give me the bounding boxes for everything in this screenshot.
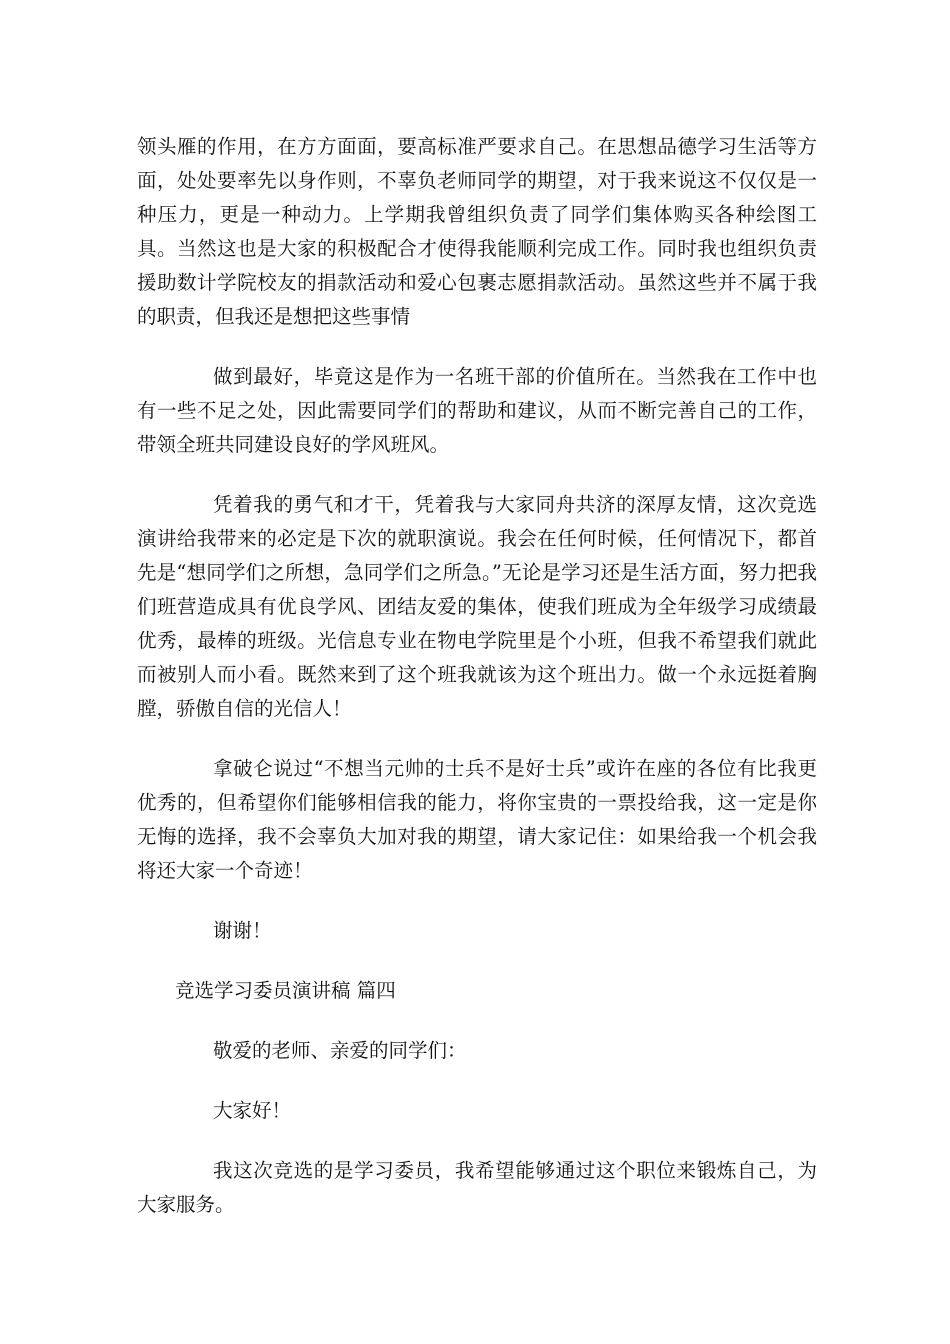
section-heading: 竞选学习委员演讲稿 篇四: [175, 979, 396, 1002]
thanks-line: 谢谢！: [213, 919, 272, 942]
paragraph-4: 拿破仑说过“不想当元帅的士兵不是好士兵”或许在座的各位有比我更优秀的，但希望你们能够相信我的能力，将你宝贵的一票投给我，这一定是你无悔的选择，我不会辜负大加对我的期望，请大家记住：如果给我一个机会我将还大家一个奇迹！: [137, 757, 817, 882]
paragraph-5: 我这次竞选的是学习委员，我希望能够通过这个职位来锻炼自己，为大家服务。: [137, 1159, 817, 1216]
paragraph-3: 凭着我的勇气和才干，凭着我与大家同舟共济的深厚友情，这次竞选演讲给我带来的必定是下次的就职演说。我会在任何时候，任何情况下，都首先是“想同学们之所想，急同学们之所急。”无论是学习还是生活方面，努力把我们班营造成具有优良学风、团结友爱的集体，使我们班成为全年级学习成绩最优秀，最棒的班级。光信息专业在物电学院里是个小班，但我不希望我们就此而被别人而小看。既然来到了这个班我就该为这个班出力。做一个永远挺着胸膛，骄傲自信的光信人！: [137, 493, 817, 720]
document-body: [137, 130, 817, 1248]
salutation: 敬爱的老师、亲爱的同学们：: [213, 1039, 467, 1062]
paragraph-1: 领头雁的作用，在方方面面，要高标准严要求自己。在思想品德学习生活等方面，处处要率先以身作则，不辜负老师同学的期望，对于我来说这不仅仅是一种压力，更是一种动力。上学期我曾组织负责了同学们集体购买各种绘图工具。当然这也是大家的积极配合才使得我能顺利完成工作。同时我也组织负责援助数计学院校友的捐款活动和爱心包裹志愿捐款活动。虽然这些并不属于我的职责，但我还是想把这些事情: [137, 135, 817, 328]
greeting: 大家好！: [213, 1099, 292, 1122]
paragraph-2: 做到最好，毕竟这是作为一名班干部的价值所在。当然我在工作中也有一些不足之处，因此需要同学们的帮助和建议，从而不断完善自己的工作，带领全班共同建设良好的学风班风。: [137, 365, 817, 456]
